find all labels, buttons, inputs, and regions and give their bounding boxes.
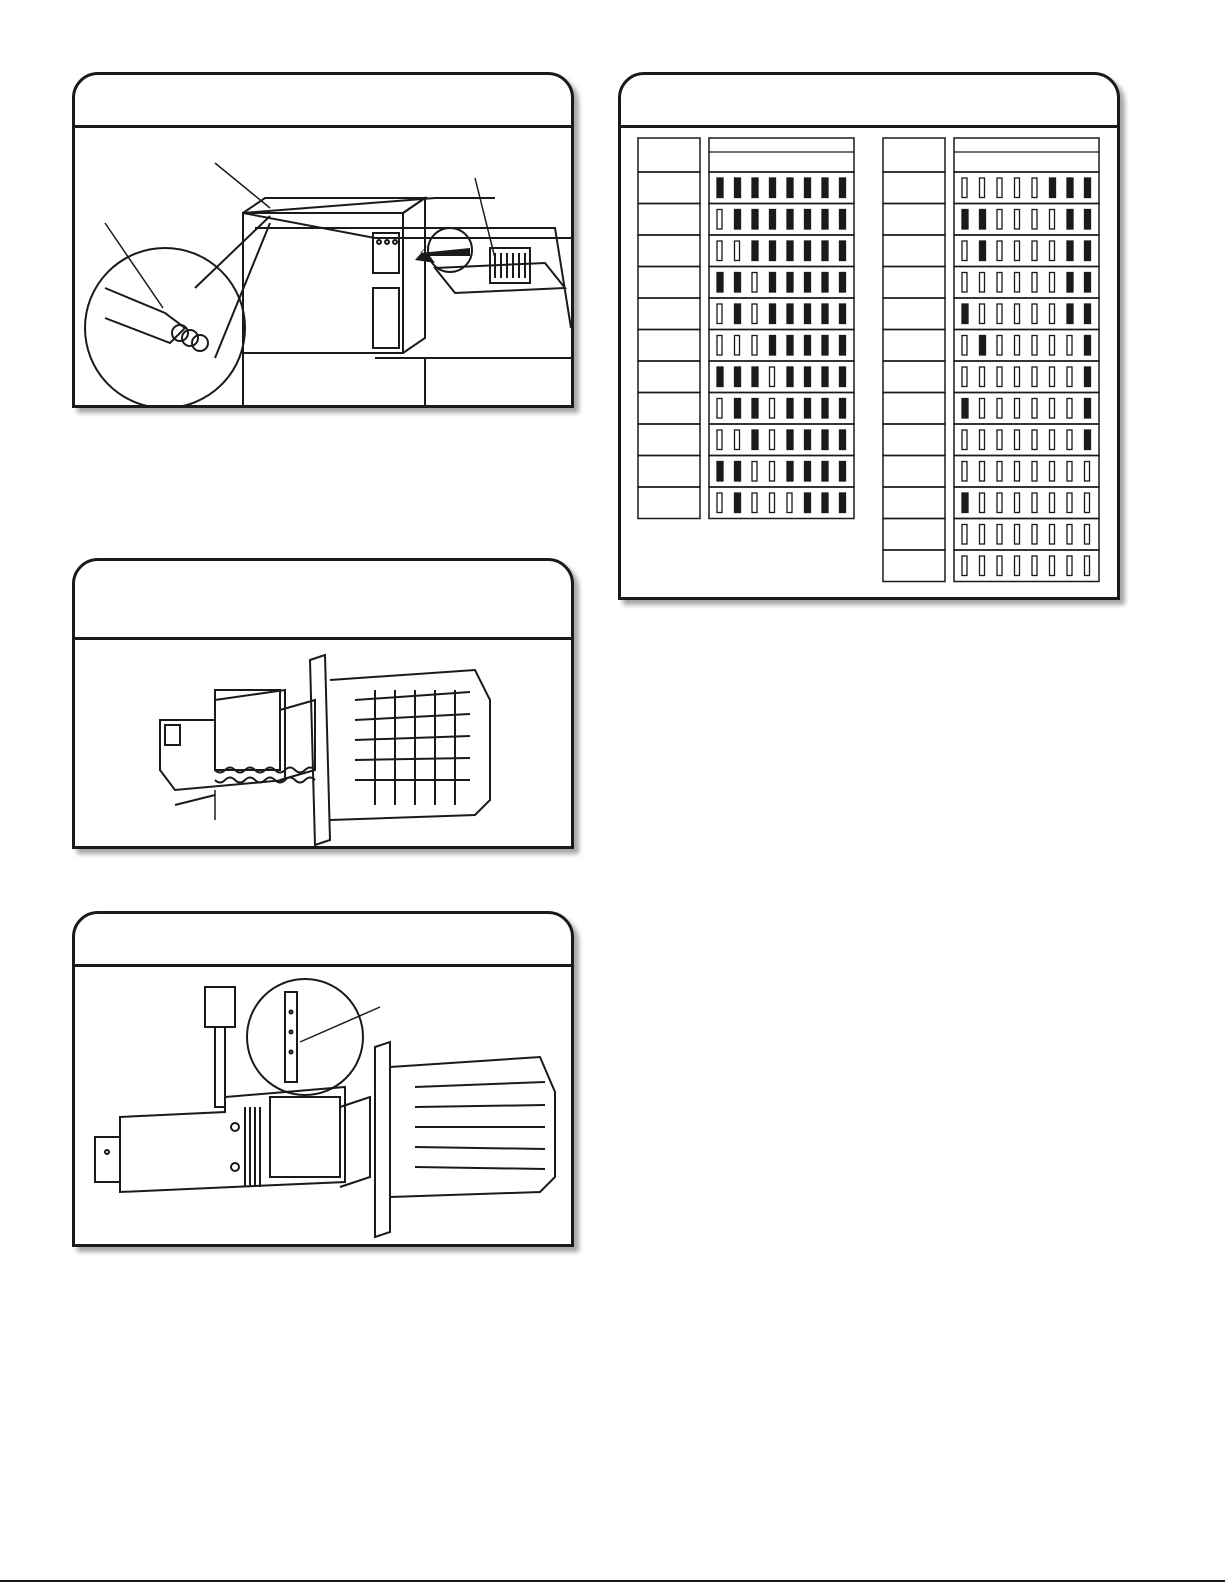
dip-switch-on [787,462,793,482]
dip-switch-off [1067,462,1072,482]
dip-switch-off [1032,493,1037,513]
figure-dip-switch-table [618,72,1120,600]
dip-switch-off [717,304,722,324]
dip-switch-off [1015,210,1020,230]
right-table-row-label-cell [883,361,945,393]
dip-switch-off [1050,336,1055,356]
dip-switch-off [1050,241,1055,261]
right-table-row-label-cell [883,424,945,456]
dip-switch-off [1032,525,1037,545]
dip-switch-off [1015,399,1020,419]
dip-switch-on [962,493,968,513]
dip-switch-off [1032,273,1037,293]
insert-arrow-icon [415,243,470,263]
right-table-row-switch-cell [954,487,1099,519]
dip-switch-on [1085,336,1091,356]
dip-switch-off [962,430,967,450]
dip-switch-off [1067,336,1072,356]
dip-switch-off [1067,367,1072,387]
left-table-row-switch-cell [709,298,854,330]
dip-switch-off [735,430,740,450]
right-table-row-label-cell [883,393,945,425]
left-table-row-switch-cell [709,330,854,362]
left-table-row-switch-cell [709,267,854,299]
dip-switch-on [770,178,776,198]
dip-switch-off [997,210,1002,230]
dip-switch-on [1085,430,1091,450]
dip-switch-off [1067,493,1072,513]
dip-switch-on [787,304,793,324]
dip-switch-off [1015,178,1020,198]
dip-switch-on [752,399,758,419]
left-table-row-label-cell [638,267,700,299]
right-table-row-label-cell [883,487,945,519]
dip-switch-on [787,399,793,419]
right-table-row-switch-cell [954,550,1099,582]
dip-switch-on [822,241,828,261]
dip-switch-on [787,210,793,230]
dip-switch-off [980,493,985,513]
dip-switch-on [735,178,741,198]
dip-switch-off [980,178,985,198]
dip-switch-off [1032,367,1037,387]
left-table-row-switch-cell [709,393,854,425]
dip-switch-on [840,273,846,293]
dip-switch-on [770,210,776,230]
dip-switch-off [1067,399,1072,419]
right-table-switch-header [954,138,1099,172]
dip-switch-on [840,462,846,482]
dip-switch-on [962,399,968,419]
dip-switch-off [1067,430,1072,450]
dip-switch-off [717,399,722,419]
dip-switch-on [735,462,741,482]
figure-screw-plate [72,911,574,1247]
left-table-row-label-cell [638,424,700,456]
figure-header [621,75,1117,128]
dip-switch-on [770,304,776,324]
dip-switch-off [980,399,985,419]
dip-switch-off [997,430,1002,450]
dip-switch-on [822,367,828,387]
dip-switch-on [840,178,846,198]
left-table-row-switch-cell [709,204,854,236]
left-table-row-switch-cell [709,235,854,267]
dip-switch-off [997,556,1002,576]
dip-switch-on [1067,273,1073,293]
dip-switch-off [1050,430,1055,450]
dip-switch-off [1032,210,1037,230]
dip-switch-on [1067,241,1073,261]
dip-switch-on [962,210,968,230]
dip-switch-on [840,493,846,513]
dip-switch-off [1050,210,1055,230]
left-table-row-switch-cell [709,172,854,204]
dip-switch-off [1050,273,1055,293]
dip-switch-on [805,430,811,450]
left-table-row-label-cell [638,235,700,267]
dip-switch-on [822,210,828,230]
dip-switch-on [787,241,793,261]
dip-switch-off [1050,367,1055,387]
left-table-row-label-cell [638,204,700,236]
dip-switch-off [770,399,775,419]
dip-switch-off [1067,556,1072,576]
dip-switch-off [1085,556,1090,576]
dip-switch-on [962,304,968,324]
dip-switch-on [752,210,758,230]
dip-switch-off [1032,178,1037,198]
dip-switch-on [840,336,846,356]
dip-switch-on [770,241,776,261]
right-table-row-switch-cell [954,393,1099,425]
dip-switch-off [770,462,775,482]
dip-switch-on [840,241,846,261]
right-table-row-switch-cell [954,456,1099,488]
dip-switch-on [735,399,741,419]
dip-switch-off [980,462,985,482]
dip-switch-on [770,336,776,356]
right-table-row-switch-cell [954,298,1099,330]
dip-switch-off [1050,525,1055,545]
dip-switch-off [980,273,985,293]
dip-switch-on [840,430,846,450]
dip-switch-off [1032,430,1037,450]
dip-switch-off [735,336,740,356]
dip-switch-off [962,178,967,198]
dip-switch-off [1015,273,1020,293]
dip-switch-on [822,336,828,356]
dip-switch-off [962,556,967,576]
dip-switch-on [787,178,793,198]
figure-header [75,75,571,128]
dip-switch-off [980,525,985,545]
right-table-row-label-cell [883,330,945,362]
dip-switch-off [717,241,722,261]
dip-switch-off [980,430,985,450]
dip-switch-on [1067,304,1073,324]
dip-switch-off [980,556,985,576]
dip-switch-on [822,462,828,482]
dip-switch-on [805,336,811,356]
dip-switch-off [1032,556,1037,576]
dip-switch-on [805,273,811,293]
right-table-row-label-cell [883,456,945,488]
dip-switch-off [787,493,792,513]
dip-switch-on [717,367,723,387]
right-table-row-switch-cell [954,267,1099,299]
dip-switch-off [752,493,757,513]
figure-install-pump [72,72,574,408]
dip-switch-on [840,210,846,230]
dip-switch-off [752,462,757,482]
right-table-row-label-cell [883,235,945,267]
dip-switch-off [1032,462,1037,482]
dip-switch-on [1085,178,1091,198]
right-table-row-label-cell [883,298,945,330]
dip-switch-off [997,241,1002,261]
dip-switch-off [1085,493,1090,513]
dip-switch-on [822,273,828,293]
left-table-row-label-cell [638,330,700,362]
dip-switch-off [1015,241,1020,261]
dip-switch-on [1050,178,1056,198]
dip-switch-off [997,525,1002,545]
left-table-row-switch-cell [709,424,854,456]
right-table-row-label-cell [883,519,945,551]
dip-switch-on [840,367,846,387]
dip-switch-table [621,128,1117,597]
dip-switch-off [735,241,740,261]
right-table-row-label-cell [883,267,945,299]
dip-switch-off [997,367,1002,387]
dip-switch-off [770,367,775,387]
dip-switch-on [805,493,811,513]
figure-spring-assembly [72,558,574,849]
dip-switch-off [1050,462,1055,482]
dip-switch-off [717,430,722,450]
dip-switch-off [962,525,967,545]
dip-switch-on [1085,399,1091,419]
left-table-row-label-cell [638,487,700,519]
right-table-row-switch-cell [954,204,1099,236]
dip-switch-on [717,178,723,198]
dip-switch-off [997,399,1002,419]
right-table-row-switch-cell [954,519,1099,551]
dip-switch-on [1085,241,1091,261]
dip-switch-on [787,430,793,450]
right-table-row-switch-cell [954,235,1099,267]
dip-switch-off [980,304,985,324]
page-bottom-rule [0,1580,1225,1582]
left-table-row-label-cell [638,393,700,425]
dip-switch-off [1032,336,1037,356]
screw-plate-illustration [75,967,571,1244]
dip-switch-on [805,304,811,324]
dip-switch-on [1067,178,1073,198]
dip-switch-off [1085,462,1090,482]
figure-header [75,561,571,640]
dip-switch-off [770,430,775,450]
dip-switch-off [997,493,1002,513]
figure-header [75,914,571,967]
dip-switch-on [822,493,828,513]
dip-switch-on [752,430,758,450]
spring-assembly-illustration [75,640,571,846]
dip-switch-on [735,493,741,513]
dip-switch-on [770,273,776,293]
dip-switch-on [805,367,811,387]
install-illustration [75,128,571,405]
dip-switch-off [962,241,967,261]
dip-switch-off [962,367,967,387]
right-table-row-label-cell [883,204,945,236]
dip-switch-on [980,241,986,261]
dip-switch-on [822,178,828,198]
dip-switch-off [1050,493,1055,513]
dip-switch-off [1032,304,1037,324]
dip-switch-on [805,210,811,230]
dip-switch-off [1015,367,1020,387]
dip-switch-off [770,493,775,513]
dip-switch-on [840,399,846,419]
dip-switch-off [1015,430,1020,450]
left-table-row-switch-cell [709,361,854,393]
dip-switch-off [1067,525,1072,545]
left-table-switch-header [709,138,854,172]
dip-switch-on [980,336,986,356]
dip-switch-on [822,399,828,419]
right-table-row-switch-cell [954,330,1099,362]
dip-switch-off [717,210,722,230]
dip-switch-off [1085,525,1090,545]
dip-switch-off [717,493,722,513]
dip-switch-off [1015,462,1020,482]
dip-switch-off [1032,399,1037,419]
dip-switch-on [735,367,741,387]
dip-switch-off [962,273,967,293]
dip-switch-off [752,273,757,293]
dip-switch-on [1067,210,1073,230]
left-table-row-label-cell [638,172,700,204]
dip-switch-off [717,336,722,356]
left-table-row-switch-cell [709,487,854,519]
right-table-row-switch-cell [954,424,1099,456]
dip-switch-on [717,273,723,293]
dip-switch-on [1085,304,1091,324]
right-table-row-switch-cell [954,361,1099,393]
right-table-row-label-cell [883,550,945,582]
dip-switch-off [997,273,1002,293]
dip-switch-on [735,210,741,230]
dip-switch-on [805,178,811,198]
dip-switch-on [822,430,828,450]
dip-switch-on [752,367,758,387]
left-table-label-header [638,138,700,172]
dip-switch-off [1015,525,1020,545]
dip-switch-on [787,336,793,356]
dip-switch-on [980,210,986,230]
dip-switch-on [822,304,828,324]
dip-switch-on [787,367,793,387]
dip-switch-off [1050,304,1055,324]
dip-switch-off [997,336,1002,356]
dip-switch-on [717,462,723,482]
left-table-row-switch-cell [709,456,854,488]
dip-switch-on [1085,273,1091,293]
dip-switch-on [752,178,758,198]
dip-switch-on [787,273,793,293]
dip-switch-off [962,462,967,482]
dip-switch-off [980,367,985,387]
dip-switch-off [1015,493,1020,513]
right-table-row-switch-cell [954,172,1099,204]
dip-switch-off [1015,336,1020,356]
dip-switch-on [840,304,846,324]
dip-switch-off [997,178,1002,198]
dip-switch-on [752,241,758,261]
dip-switch-on [1085,367,1091,387]
left-table-row-label-cell [638,298,700,330]
dip-switch-off [752,304,757,324]
right-table-row-label-cell [883,172,945,204]
dip-switch-off [1050,556,1055,576]
dip-switch-off [997,462,1002,482]
dip-switch-on [735,273,741,293]
dip-switch-off [752,336,757,356]
dip-switch-on [805,462,811,482]
left-table-row-label-cell [638,456,700,488]
right-table-label-header [883,138,945,172]
dip-switch-off [997,304,1002,324]
dip-switch-on [805,241,811,261]
dip-switch-off [1050,399,1055,419]
left-table-row-label-cell [638,361,700,393]
dip-switch-off [1032,241,1037,261]
dip-switch-on [735,304,741,324]
dip-switch-on [805,399,811,419]
dip-switch-off [1015,304,1020,324]
dip-switch-off [1015,556,1020,576]
dip-switch-on [1085,210,1091,230]
dip-switch-off [962,336,967,356]
